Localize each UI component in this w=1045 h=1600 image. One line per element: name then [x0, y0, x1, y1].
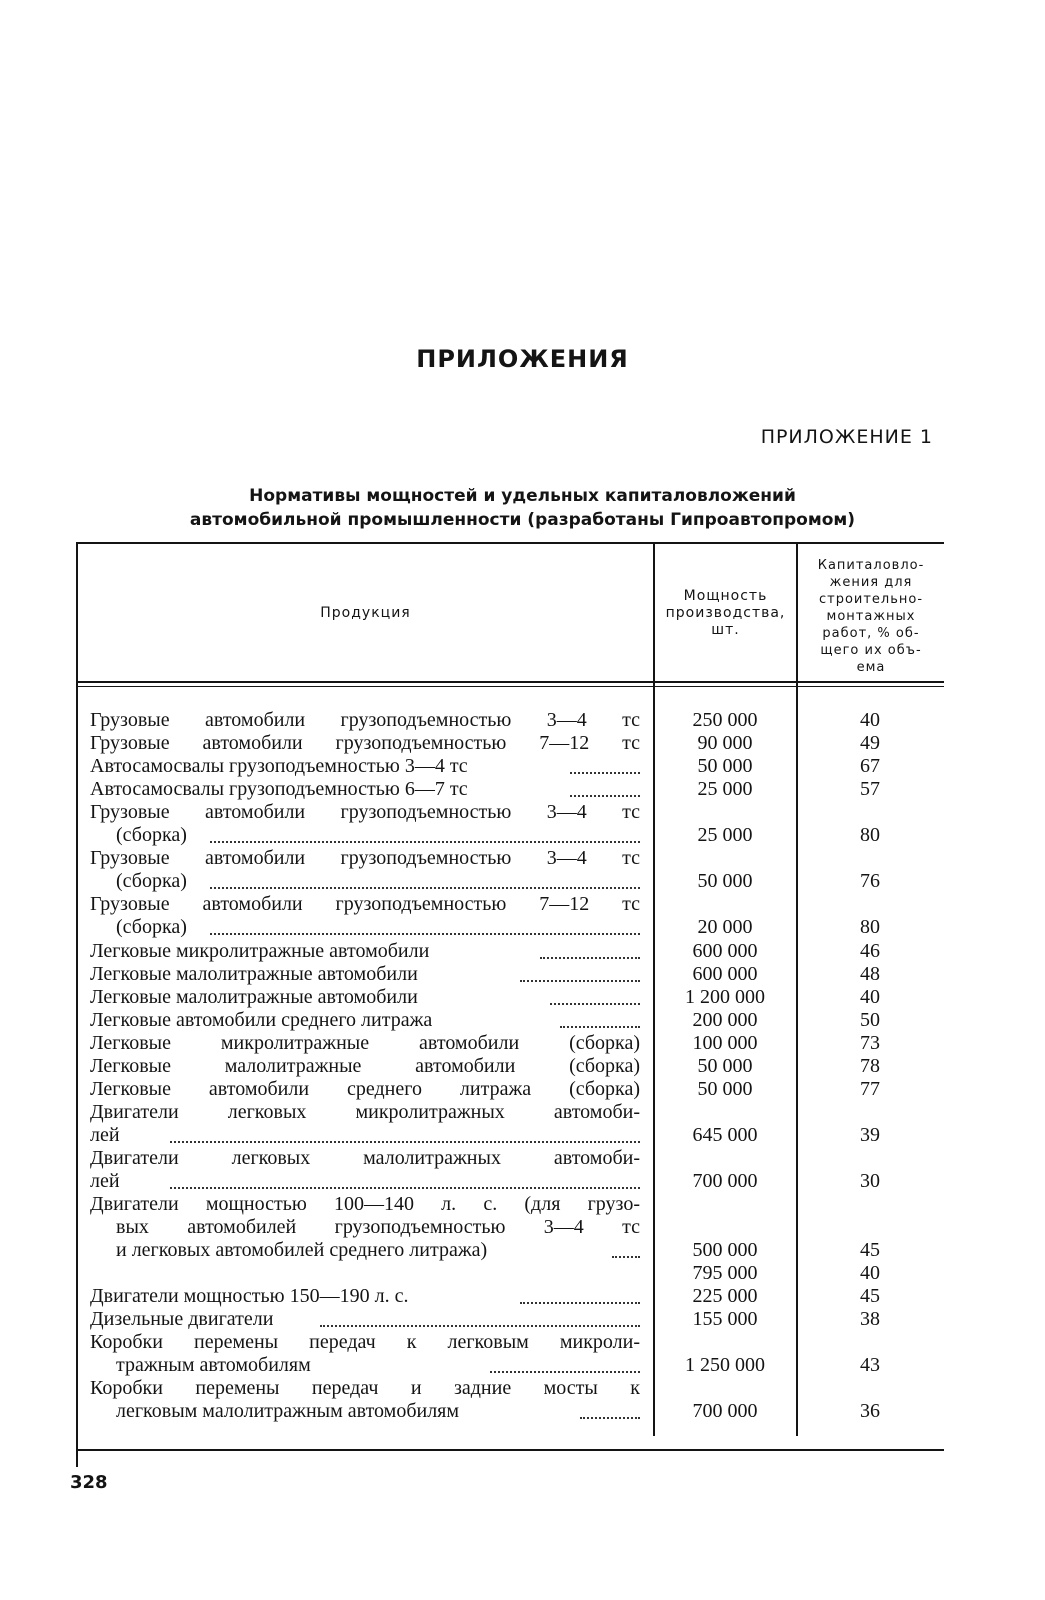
investment-value: 40: [860, 986, 880, 1008]
table-row: [0, 1216, 1045, 1239]
capacity-value: 20 000: [697, 916, 753, 938]
product-name: Грузовые автомобили грузоподъемностью 3—4 тс: [90, 801, 640, 823]
product-name-text: и легковых автомобилей среднего литража): [116, 1239, 491, 1261]
product-name: Двигатели легковых микролитражных автомоби-: [90, 1101, 640, 1123]
table-row: [0, 1078, 1045, 1101]
investment-value: 45: [860, 1285, 880, 1307]
table-row: [0, 963, 1045, 986]
header-rule-lower: [78, 686, 944, 687]
leader-dots: [580, 1415, 640, 1419]
header-investment-line: щего их объ-: [820, 643, 922, 658]
table-row: [0, 1354, 1045, 1377]
page-number: 328: [70, 1472, 108, 1493]
investment-value: 80: [860, 824, 880, 846]
table-row: [0, 1124, 1045, 1147]
header-investment-line: ема: [856, 660, 886, 675]
investment-value: 73: [860, 1032, 880, 1054]
product-name: [90, 1124, 640, 1147]
capacity-value: 795 000: [692, 1262, 758, 1284]
product-name: Коробки перемены передач к легковым микроли-: [90, 1331, 640, 1353]
table-row: [0, 986, 1045, 1009]
investment-value: 43: [860, 1354, 880, 1376]
capacity-value: 25 000: [697, 778, 753, 800]
table-row: [0, 916, 1045, 939]
leader-dots: [490, 1369, 640, 1373]
product-name: Двигатели мощностью 100—140 л. с. (для грузо-: [90, 1193, 640, 1215]
leader-dots: [320, 1323, 640, 1327]
table-row: [0, 801, 1045, 824]
table-row: [0, 709, 1045, 732]
product-name: [90, 986, 640, 1009]
table-row: [0, 778, 1045, 801]
investment-value: 78: [860, 1055, 880, 1077]
capacity-value: 155 000: [692, 1308, 758, 1330]
product-name: Двигатели легковых малолитражных автомоби-: [90, 1147, 640, 1169]
header-rule-upper: [78, 681, 944, 683]
header-capacity-line: Мощность: [683, 588, 768, 604]
leader-dots: [170, 1139, 640, 1143]
table-row: [0, 732, 1045, 755]
table-row: [0, 1055, 1045, 1078]
table-row: [0, 1377, 1045, 1400]
product-name: Грузовые автомобили грузоподъемностью 3—4 тс: [90, 847, 640, 869]
capacity-value: 1 200 000: [685, 986, 765, 1008]
product-name: Легковые малолитражные автомобили (сборка): [90, 1055, 640, 1077]
leader-dots: [210, 885, 640, 889]
capacity-value: 1 250 000: [685, 1354, 765, 1376]
investment-value: 40: [860, 709, 880, 731]
product-name: [90, 963, 640, 986]
capacity-value: 700 000: [692, 1170, 758, 1192]
product-name: Легковые микролитражные автомобили (сборка): [90, 1032, 640, 1054]
product-name: [116, 1354, 640, 1377]
product-name-text: легковым малолитражным автомобилям: [116, 1400, 463, 1422]
product-name-text: лей: [90, 1124, 124, 1146]
table-row: [0, 1400, 1045, 1423]
table-row: [0, 1285, 1045, 1308]
table-title-line-2: автомобильной промышленности (разработаны Гипроавтопромом): [189, 510, 856, 530]
product-name-text: (сборка): [116, 870, 191, 892]
product-name: [116, 824, 640, 847]
product-name: Грузовые автомобили грузоподъемностью 7—12 тс: [90, 732, 640, 754]
investment-value: 76: [860, 870, 880, 892]
investment-value: 48: [860, 963, 880, 985]
leader-dots: [612, 1254, 640, 1258]
investment-value: 36: [860, 1400, 880, 1422]
capacity-value: 200 000: [692, 1009, 758, 1031]
table-row: [0, 1193, 1045, 1216]
product-name: [90, 1308, 640, 1331]
capacity-value: 250 000: [692, 709, 758, 731]
table-row: [0, 1308, 1045, 1331]
table-row: [0, 1032, 1045, 1055]
header-investment: [798, 557, 944, 676]
table-title: [0, 484, 1045, 532]
header-investment-line: монтажных: [826, 609, 916, 624]
investment-value: 45: [860, 1239, 880, 1261]
product-name-text: Дизельные двигатели: [90, 1308, 277, 1330]
investment-value: 67: [860, 755, 880, 777]
capacity-value: 645 000: [692, 1124, 758, 1146]
product-name-text: Легковые микролитражные автомобили: [90, 940, 433, 962]
product-name: [116, 916, 640, 939]
product-name-text: Автосамосвалы грузоподъемностью 6—7 тс: [90, 778, 472, 800]
capacity-value: 50 000: [697, 755, 753, 777]
product-name: [90, 1170, 640, 1193]
capacity-value: 500 000: [692, 1239, 758, 1261]
table-row: [0, 1147, 1045, 1170]
product-name: [90, 1009, 640, 1032]
table-row: [0, 1009, 1045, 1032]
leader-dots: [540, 955, 640, 959]
capacity-value: 50 000: [697, 1078, 753, 1100]
leader-dots: [520, 1300, 640, 1304]
product-name: [116, 870, 640, 893]
investment-value: 49: [860, 732, 880, 754]
capacity-value: 700 000: [692, 1400, 758, 1422]
leader-dots: [210, 839, 640, 843]
investment-value: 77: [860, 1078, 880, 1100]
header-investment-line: строительно-: [818, 592, 924, 607]
product-name-text: лей: [90, 1170, 124, 1192]
leader-dots: [570, 770, 640, 774]
header-capacity: [655, 588, 796, 639]
capacity-value: 225 000: [692, 1285, 758, 1307]
table-row: [0, 1331, 1045, 1354]
capacity-value: 600 000: [692, 940, 758, 962]
product-name: Легковые автомобили среднего литража (сборка): [90, 1078, 640, 1100]
product-name-text: Легковые малолитражные автомобили: [90, 963, 422, 985]
table-row: [0, 893, 1045, 916]
investment-value: 80: [860, 916, 880, 938]
product-name: [116, 1400, 640, 1423]
product-name-text: Легковые автомобили среднего литража: [90, 1009, 436, 1031]
investment-value: 40: [860, 1262, 880, 1284]
table-row: [0, 824, 1045, 847]
header-investment-line: работ, % об-: [822, 626, 920, 641]
table-bottom-rule: [78, 1449, 944, 1451]
capacity-value: 25 000: [697, 824, 753, 846]
capacity-value: 50 000: [697, 1055, 753, 1077]
product-name: Коробки перемены передач и задние мосты к: [90, 1377, 640, 1399]
appendix-number: ПРИЛОЖЕНИЕ 1: [760, 426, 933, 448]
leader-dots: [560, 1024, 640, 1028]
leader-dots: [550, 1001, 640, 1005]
table-row: [0, 870, 1045, 893]
header-product: Продукция: [320, 605, 411, 621]
table-row: [0, 940, 1045, 963]
table-row: [0, 1239, 1045, 1262]
appendices-heading: ПРИЛОЖЕНИЯ: [416, 345, 629, 373]
leader-dots: [170, 1185, 640, 1189]
investment-value: 46: [860, 940, 880, 962]
investment-value: 39: [860, 1124, 880, 1146]
table-title-line-1: Нормативы мощностей и удельных капиталовложений: [249, 486, 796, 506]
investment-value: 38: [860, 1308, 880, 1330]
product-name-text: Легковые малолитражные автомобили: [90, 986, 422, 1008]
product-name-text: Автосамосвалы грузоподъемностью 3—4 тс: [90, 755, 472, 777]
capacity-value: 90 000: [697, 732, 753, 754]
capacity-value: 100 000: [692, 1032, 758, 1054]
product-name: Грузовые автомобили грузоподъемностью 3—4 тс: [90, 709, 640, 731]
leader-dots: [520, 978, 640, 982]
table-row: [0, 1101, 1045, 1124]
investment-value: 30: [860, 1170, 880, 1192]
product-name-text: (сборка): [116, 824, 191, 846]
product-name: [90, 940, 640, 963]
product-name: [90, 1285, 640, 1308]
product-name: [90, 778, 640, 801]
header-capacity-line: шт.: [711, 622, 740, 638]
header-investment-line: Капиталовло-: [817, 558, 925, 573]
product-name-text: (сборка): [116, 916, 191, 938]
table-row: [0, 847, 1045, 870]
table-top-rule: [78, 542, 944, 544]
product-name-text: Двигатели мощностью 150—190 л. с.: [90, 1285, 412, 1307]
header-capacity-line: производства,: [665, 605, 786, 621]
product-name: Грузовые автомобили грузоподъемностью 7—12 тс: [90, 893, 640, 915]
capacity-value: 50 000: [697, 870, 753, 892]
capacity-value: 600 000: [692, 963, 758, 985]
table-row: [0, 1262, 1045, 1285]
leader-dots: [570, 793, 640, 797]
leader-dots: [210, 931, 640, 935]
header-investment-line: жения для: [829, 575, 913, 590]
table-row: [0, 1170, 1045, 1193]
investment-value: 50: [860, 1009, 880, 1031]
product-name: вых автомобилей грузоподъемностью 3—4 тс: [116, 1216, 640, 1238]
investment-value: 57: [860, 778, 880, 800]
product-name: [90, 755, 640, 778]
product-name-text: тражным автомобилям: [116, 1354, 315, 1376]
product-name: [116, 1239, 640, 1262]
table-row: [0, 755, 1045, 778]
